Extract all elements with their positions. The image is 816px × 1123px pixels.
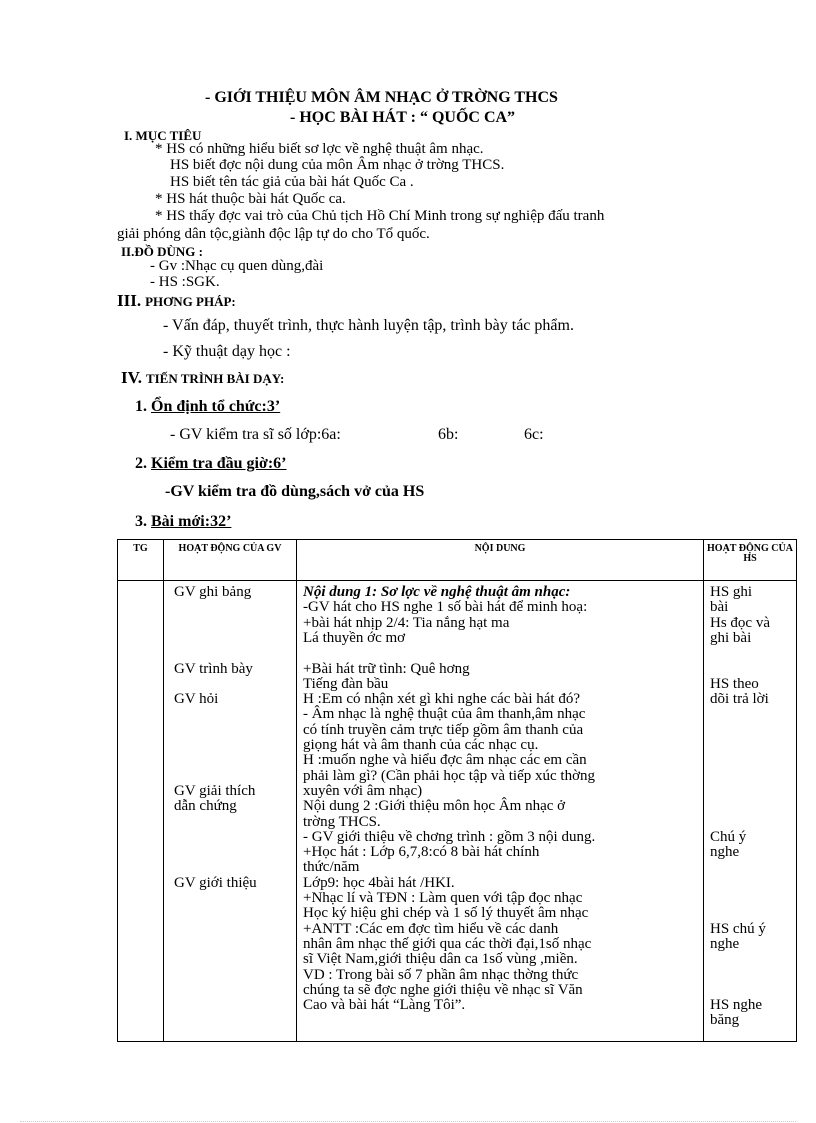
hs-activity-line: ghi bài — [710, 629, 752, 646]
content-line: +Học hát : Lớp 6,7,8:có 8 bài hát chính — [303, 844, 540, 861]
hs-activity-line: HS chú ý — [710, 920, 766, 937]
title-line-1: - GIỚI THIỆU MÔN ÂM NHẠC Ở TRỜNG THCS — [205, 89, 558, 106]
gv-activity-line: GV trình bày — [174, 660, 253, 677]
objective-line-6: giải phóng dân tộc,giành độc lập tự do cho Tổ quốc. — [117, 226, 430, 242]
content-line: Lá thuyền ớc mơ — [303, 629, 406, 646]
content-line: Nội dung 2 :Giới thiệu môn học Âm nhạc ở — [303, 798, 566, 815]
step-1-line-a: - GV kiểm tra sĩ số lớp:6a: — [170, 426, 341, 443]
content-line: -GV hát cho HS nghe 1 số bài hát để minh hoạ: — [303, 599, 588, 616]
content-line: sĩ Việt Nam,giới thiệu dân ca 1số vùng ,miền. — [303, 951, 578, 968]
objective-line-4: * HS hát thuộc bài hát Quốc ca. — [155, 191, 346, 207]
content-line: có tính truyền cảm trực tiếp gồm âm thanh của — [303, 721, 584, 738]
gv-activity-line: dẫn chứng — [174, 798, 237, 815]
content-line: xuyên với âm nhạc) — [303, 782, 423, 799]
content-line: giọng hát và âm thanh của các nhạc cụ. — [303, 737, 539, 753]
hs-activity-line: bài — [710, 599, 729, 616]
hs-cell — [704, 581, 797, 1042]
objective-line-1: * HS có những hiểu biết sơ lợc về nghệ thuật âm nhạc. — [155, 141, 484, 157]
header-content: NỘI DUNG — [297, 540, 704, 581]
content-line: H :Em có nhận xét gì khi nghe các bài hát đó? — [303, 691, 580, 708]
content-line: Tiếng đàn bầu — [303, 675, 389, 692]
hs-activity-line: Hs đọc và — [710, 614, 770, 631]
content-line: phải làm gì? (Cần phải học tập và tiếp xúc thờng — [303, 767, 596, 784]
content-line: Cao và bài hát “Làng Tôi”. — [303, 997, 466, 1014]
content-line: +bài hát nhịp 2/4: Tia nắng hạt ma — [303, 614, 510, 631]
section-4-heading: IV. TIẾN TRÌNH BÀI DẠY: — [121, 368, 285, 387]
content-line: +ANTT :Các em đợc tìm hiểu về các danh — [303, 920, 559, 937]
content-line: chúng ta sẽ đợc nghe giới thiệu về nhạc sĩ Văn — [303, 981, 583, 998]
gv-activity-line: GV hỏi — [174, 691, 219, 708]
title-line-2: - HỌC BÀI HÁT : “ QUỐC CA” — [290, 109, 516, 126]
step-1-heading: 1. Ổn định tổ chức:3’ — [135, 398, 281, 415]
content-line: Nội dung 1: Sơ lợc về nghệ thuật âm nhạc: — [303, 584, 571, 600]
hs-activity-line: HS theo — [710, 675, 759, 692]
content-line: - Âm nhạc là nghệ thuật của âm thanh,âm nhạc — [303, 706, 586, 723]
objective-line-2: HS biết đợc nội dung của môn Âm nhạc ở trờng THCS. — [170, 157, 505, 173]
content-line: VD : Trong bài số 7 phần âm nhạc thờng thức — [303, 966, 579, 983]
header-gv: HOẠT ĐỘNG CỦA GV — [164, 540, 297, 581]
content-cell — [297, 581, 704, 1042]
tg-cell — [118, 581, 164, 1042]
step-2-line: -GV kiểm tra đồ dùng,sách vở của HS — [165, 483, 425, 500]
hs-activity-line: dõi trả lời — [710, 691, 769, 708]
table-header-row — [118, 540, 797, 581]
step-3-heading: 3. Bài mới:32’ — [135, 513, 232, 530]
content-line: Học ký hiệu ghi chép và 1 số lý thuyết âm nhạc — [303, 905, 589, 922]
hs-activity-line: HS ghi — [710, 584, 753, 600]
content-line: trờng THCS. — [303, 813, 381, 830]
section-2-heading: II.ĐỒ DÙNG : — [121, 244, 203, 259]
gv-activity-line: GV ghi bảng — [174, 584, 252, 600]
step-1-line-c: 6c: — [524, 426, 544, 443]
gv-cell — [164, 581, 297, 1042]
content-line: Lớp9: học 4bài hát /HKI. — [303, 874, 455, 891]
section-3-heading: III. PHƠNG PHÁP: — [117, 291, 236, 310]
materials-line-2: - HS :SGK. — [150, 274, 220, 290]
hs-activity-line: nghe — [710, 935, 740, 952]
content-line: nhân âm nhạc thế giới qua các thời đại,1số nhạc — [303, 935, 592, 952]
gv-activity-line: GV giải thích — [174, 782, 256, 799]
hs-activity-line: Chú ý — [710, 828, 747, 845]
header-tg: TG — [118, 540, 164, 581]
table-body-row — [118, 581, 797, 1042]
page-bottom-border — [20, 1121, 796, 1122]
content-line: H :muốn nghe và hiểu đợc âm nhạc các em cần — [303, 752, 587, 769]
hs-activity-line: băng — [710, 1012, 740, 1029]
hs-activity-line: HS nghe — [710, 997, 763, 1014]
method-line-2: - Kỹ thuật dạy học : — [163, 343, 291, 360]
content-line: - GV giới thiệu về chơng trình : gồm 3 nội dung. — [303, 828, 596, 845]
content-line: thức/năm — [303, 859, 360, 876]
section-1-heading: I. MỤC TIÊU — [124, 128, 202, 143]
gv-activity-line: GV giới thiệu — [174, 874, 257, 891]
materials-line-1: - Gv :Nhạc cụ quen dùng,đài — [150, 258, 324, 274]
objective-line-3: HS biết tên tác giả của bài hát Quốc Ca . — [170, 174, 414, 190]
header-hs: HOẠT ĐỘNG CỦA HS — [704, 540, 797, 581]
method-line-1: - Vấn đáp, thuyết trình, thực hành luyện tập, trình bày tác phẩm. — [163, 317, 574, 334]
content-line: +Nhạc lí và TĐN : Làm quen với tập đọc nhạc — [303, 890, 583, 906]
lesson-table — [117, 539, 797, 1042]
step-2-heading: 2. Kiểm tra đầu giờ:6’ — [135, 455, 287, 472]
step-1-line-b: 6b: — [438, 426, 459, 443]
hs-activity-line: nghe — [710, 844, 740, 861]
content-line: +Bài hát trữ tình: Quê hơng — [303, 660, 470, 677]
objective-line-5: * HS thấy đợc vai trò của Chủ tịch Hồ Chí Minh trong sự nghiệp đấu tranh — [155, 208, 605, 224]
